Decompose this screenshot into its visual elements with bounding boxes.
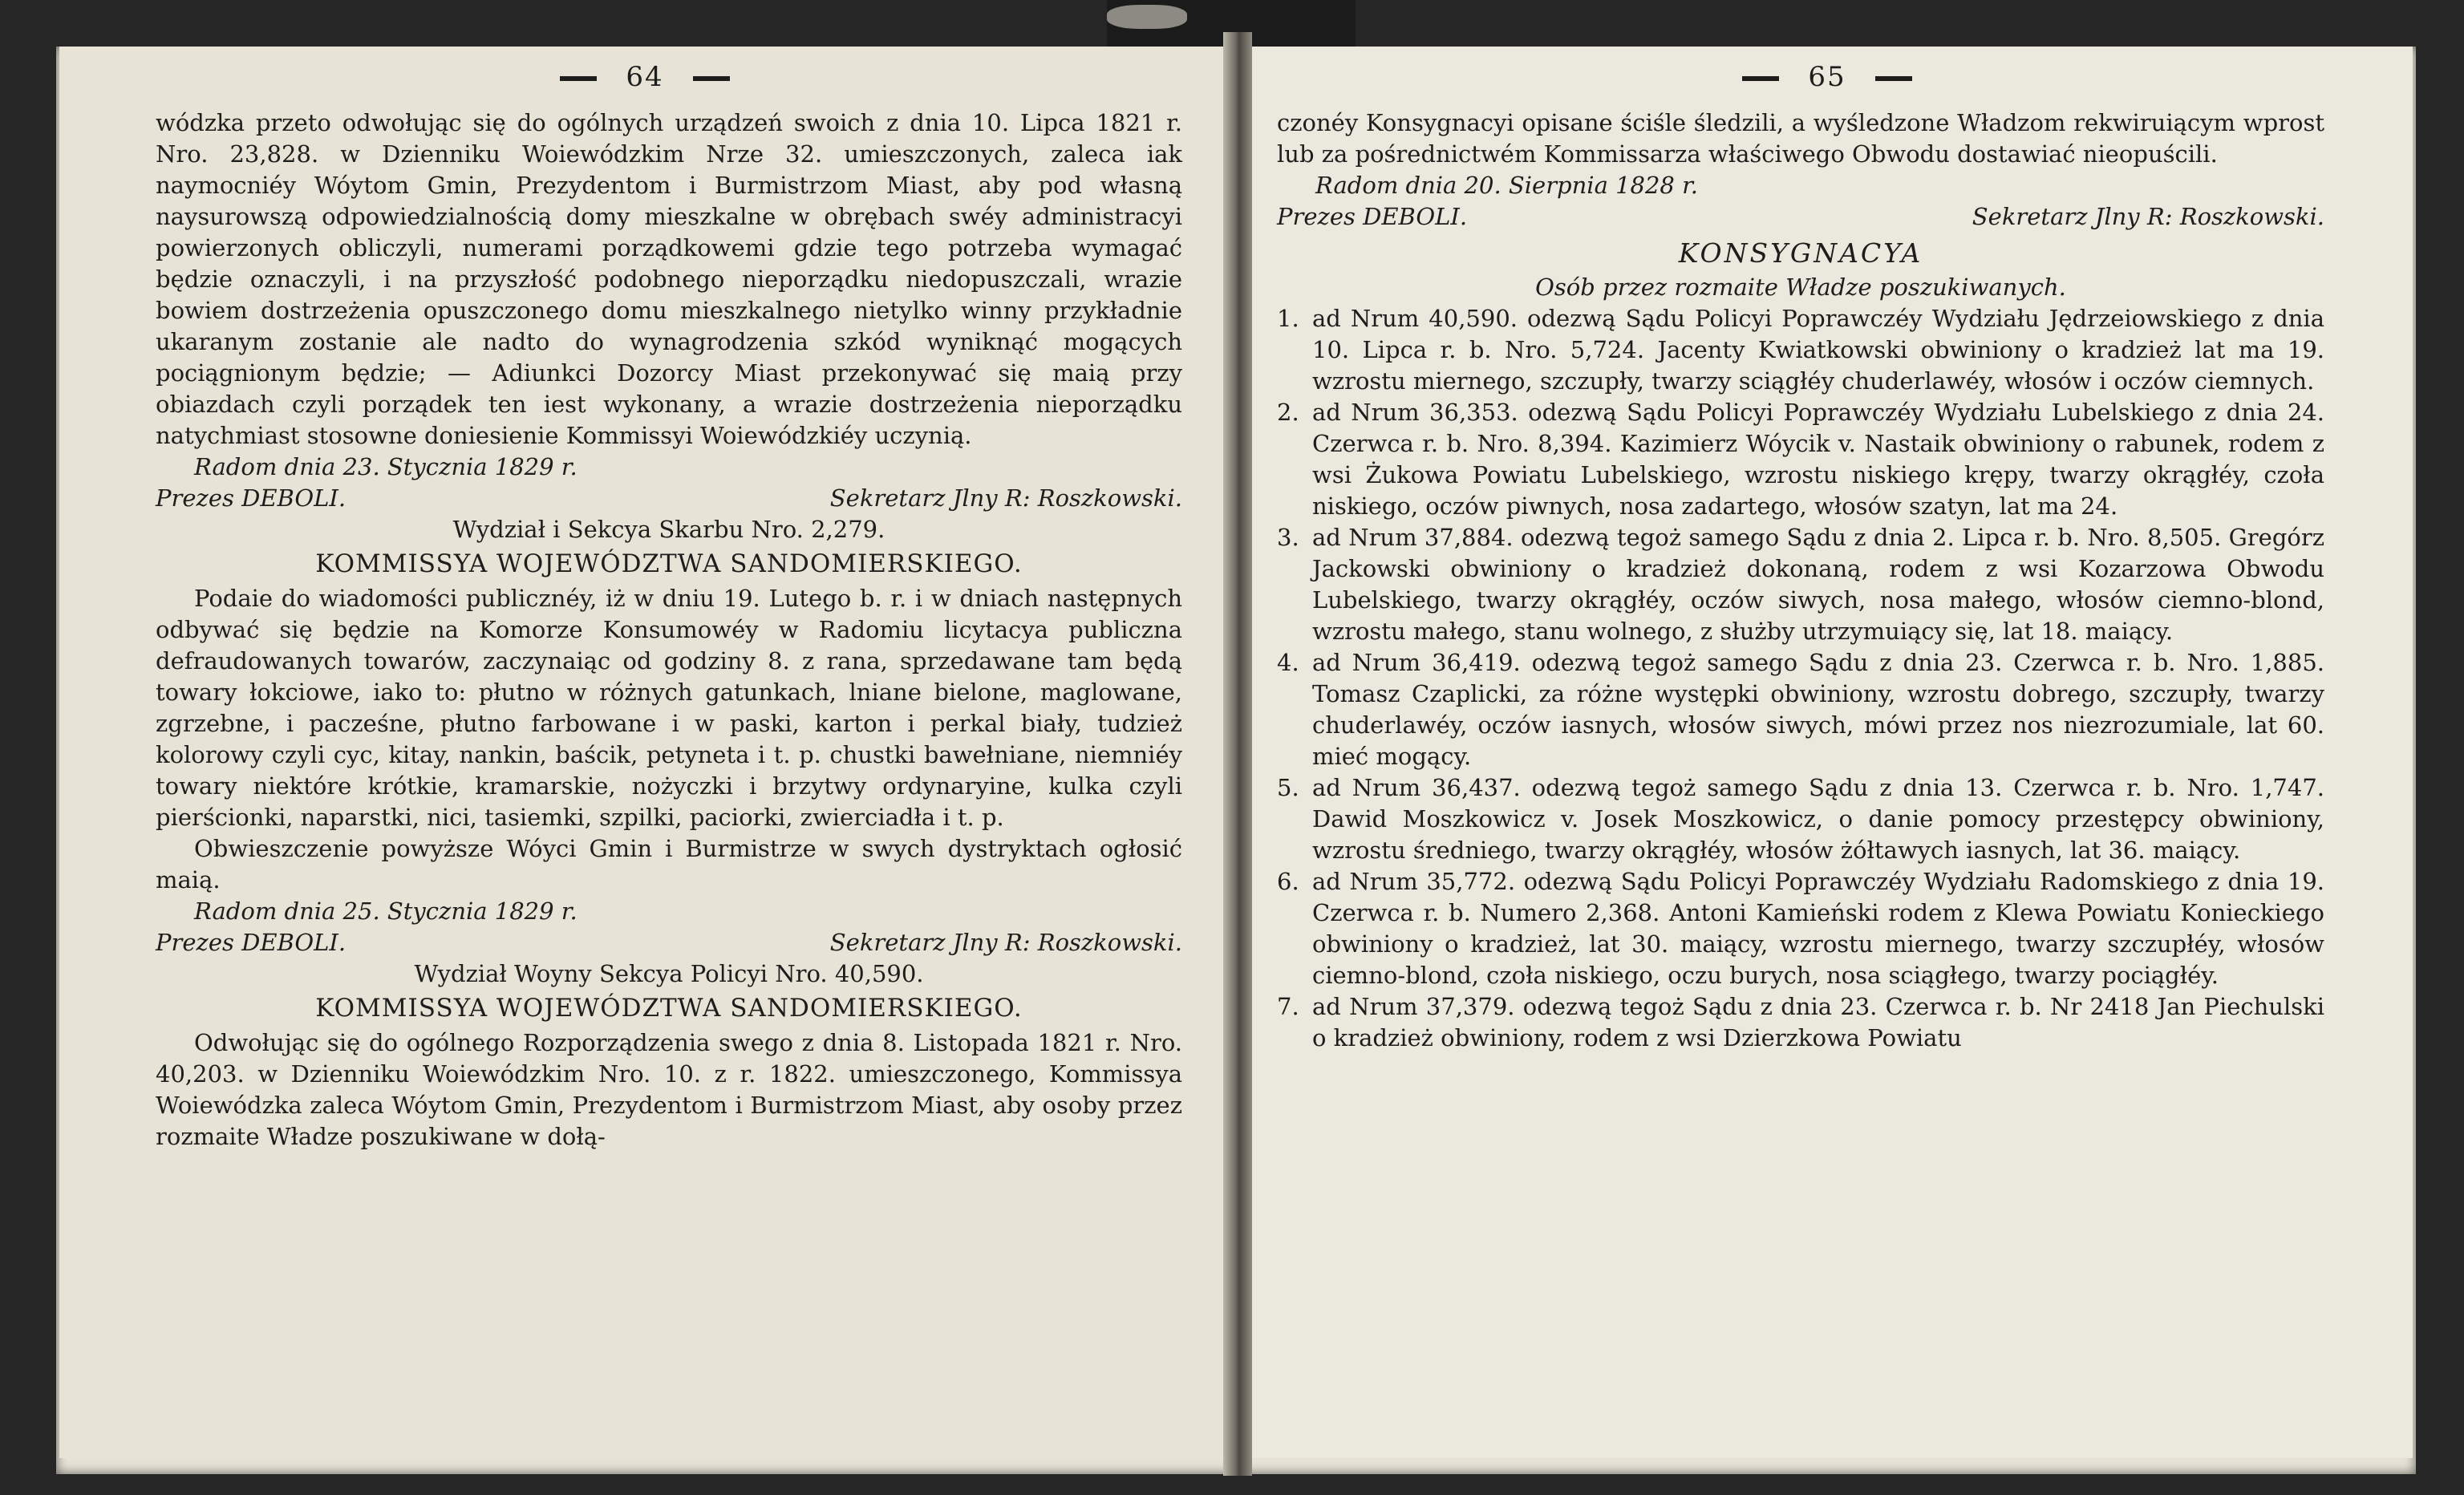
header-dash [560, 76, 597, 81]
book-gutter [1223, 32, 1252, 1476]
item-number: 7. [1277, 993, 1299, 1020]
president-signature: Prezes DEBOLI. [156, 484, 346, 512]
header-dash [1742, 76, 1779, 81]
page-number: 65 [1808, 61, 1846, 93]
secretary-signature: Sekretarz Jlny R: Roszkowski. [1972, 203, 2324, 230]
item-number: 2. [1277, 399, 1299, 426]
list-item [1277, 397, 2324, 522]
president-signature: Prezes DEBOLI. [156, 929, 346, 956]
page-header [59, 61, 1230, 93]
signature-row [156, 483, 1182, 514]
item-text: ad Nrum 36,437. odezwą tegoż samego Sądu z dnia 13. Czerwca r. b. Nro. 1,747. Dawid Moszkowicz v. Josek Moszkowicz, o danie pomocy przestępcy obwiniony, wzrostu średniego, twarzy okrągłéy, włosów żółtawych iasnych, lat 36. maiący. [1312, 774, 2324, 864]
item-text: ad Nrum 36,353. odezwą Sądu Policyi Poprawczéy Wydziału Lubelskiego z dnia 24. Czerwca r. b. Nro. 8,394. Kazimierz Wóycik v. Nastaik obwiniony o rabunek, rodem z wsi Żukowa Powiatu Lubelskiego, wzrostu niskiego krępy, twarzy okrągłéy, czoła niskiego, oczów piwnych, nosa zadartego, włosów szatyn, lat ma 24. [1312, 399, 2324, 520]
secretary-signature: Sekretarz Jlny R: Roszkowski. [829, 929, 1182, 956]
item-number: 1. [1277, 305, 1299, 332]
page-body [1277, 107, 2324, 1054]
commission-heading: KOMMISSYA WOJEWÓDZTWA SANDOMIERSKIEGO. [315, 549, 1023, 578]
left-page [59, 47, 1230, 1458]
item-text: ad Nrum 37,884. odezwą tegoż samego Sądu z dnia 2. Lipca r. b. Nro. 8,505. Gregórz Jackowski obwiniony o kradzież dokonaną, rodem z wsi Kozarzowa Obwodu Lubelskiego, twarzy okrągłéy, oczów siwych, nosa małego, włosów ciemno-blond, wzrostu małego, stanu wolnego, z służby utrzymuiący się, lat 18. maiący. [1312, 524, 2324, 645]
signature-row [1277, 201, 2324, 233]
paragraph: Odwołując się do ogólnego Rozporządzenia swego z dnia 8. Listopada 1821 r. Nro. 40,203. w Dzienniku Woiewódzkim Nro. 10. z r. 1822. umieszczonego, Kommissya Woiewódzka zaleca Wóytom Gmin, Prezydentom i Burmistrzom Miast, aby osoby przez rozmaite Władze poszukiwane w dołą- [156, 1029, 1182, 1150]
department-line: Wydział Woyny Sekcya Policyi Nro. 40,590. [414, 960, 924, 987]
konsygnacya-title: KONSYGNACYA [1678, 237, 1923, 269]
header-dash [1875, 76, 1912, 81]
president-signature: Prezes DEBOLI. [1277, 203, 1468, 230]
item-text: ad Nrum 36,419. odezwą tegoż samego Sądu z dnia 23. Czerwca r. b. Nro. 1,885. Tomasz Czaplicki, za różne występki obwiniony, wzrostu dobrego, szczupły, twarzy chuderlawéy, oczów iasnych, włosów siwych, mówi przez nos niezrozumiale, lat 60. mieć mogący. [1312, 649, 2324, 770]
paragraph: czonéy Konsygnacyi opisane ściśle śledzili, a wyśledzone Władzom rekwiruiącym wprost lub za pośrednictwém Kommissarza właściwego Obwodu dostawiać nieopuścili. [1277, 109, 2324, 168]
department-line: Wydział i Sekcya Skarbu Nro. 2,279. [452, 516, 886, 543]
item-text: ad Nrum 37,379. odezwą tegoż Sądu z dnia 23. Czerwca r. b. Nr 2418 Jan Piechulski o kradzież obwiniony, rodem z wsi Dzierzkowa Powiatu [1312, 993, 2324, 1051]
list-item [1277, 772, 2324, 866]
page-number: 64 [626, 61, 664, 93]
page-header [1242, 61, 2413, 93]
header-dash [693, 76, 730, 81]
list-item [1277, 866, 2324, 991]
item-number: 4. [1277, 649, 1299, 676]
binding-thread [1107, 5, 1187, 29]
paragraph: Podaie do wiadomości publicznéy, iż w dniu 19. Lutego b. r. i w dniach następnych odbywać się będzie na Komorze Konsumowéy w Radomiu licytacya publiczna defraudowanych towarów, zaczynaiąc od godziny 8. z rana, sprzedawane tam będą towary łokciowe, iako to: płutno w różnych gatunkach, lniane bielone, maglowane, zgrzebne, i pacześne, płutno farbowane i w paski, karton i perkal biały, tudzież kolorowy czyli cyc, kitay, nankin, baścik, petyneta i t. p. chustki bawełniane, niemniéy towary niektóre krótkie, kramarskie, nożyczki i brzytwy ordynaryine, kulka czyli pierścionki, naparstki, nici, tasiemki, szpilki, paciorki, zwierciadła i t. p. [156, 585, 1182, 831]
date-line: Radom dnia 23. Stycznia 1829 r. [194, 453, 578, 480]
list-item [1277, 647, 2324, 772]
signature-row [156, 927, 1182, 958]
date-line: Radom dnia 20. Sierpnia 1828 r. [1315, 172, 1698, 199]
secretary-signature: Sekretarz Jlny R: Roszkowski. [829, 484, 1182, 512]
list-item [1277, 522, 2324, 647]
paragraph: Obwieszczenie powyższe Wóyci Gmin i Burmistrze w swych dystryktach ogłosić maią. [156, 835, 1182, 893]
right-page [1242, 47, 2413, 1458]
date-line: Radom dnia 25. Stycznia 1829 r. [194, 897, 578, 925]
konsygnacya-subtitle: Osób przez rozmaite Władze poszukiwanych. [1535, 273, 2066, 301]
list-item [1277, 303, 2324, 397]
item-number: 5. [1277, 774, 1299, 801]
list-item [1277, 991, 2324, 1054]
item-text: ad Nrum 40,590. odezwą Sądu Policyi Poprawczéy Wydziału Jędrzeiowskiego z dnia 10. Lipca r. b. Nro. 5,724. Jacenty Kwiatkowski obwiniony o kradzież lat ma 19. wzrostu miernego, szczupły, twarzy sciągłéy chuderlawéy, włosów i oczów ciemnych. [1312, 305, 2324, 395]
item-number: 3. [1277, 524, 1299, 551]
page-body [156, 107, 1182, 1153]
item-number: 6. [1277, 868, 1299, 895]
item-text: ad Nrum 35,772. odezwą Sądu Policyi Poprawczéy Wydziału Radomskiego z dnia 19. Czerwca r. b. Numero 2,368. Antoni Kamieński rodem z Klewa Powiatu Konieckiego obwiniony o kradzież, lat 30. maiący, wzrostu miernego, twarzy szczupłéy, włosów ciemno-blond, czoła niskiego, oczu burych, nosa sciągłego, twarzy pociągłéy. [1312, 868, 2324, 989]
commission-heading: KOMMISSYA WOJEWÓDZTWA SANDOMIERSKIEGO. [315, 994, 1023, 1023]
paragraph: wódzka przeto odwołując się do ogólnych urządzeń swoich z dnia 10. Lipca 1821 r. Nro. 23,828. w Dzienniku Woiewódzkim Nrze 32. umieszczonych, zaleca iak naymocniéy Wóytom Gmin, Prezydentom i Burmistrzom Miast, aby pod własną naysurowszą odpowiedzialnością domy mieszkalne w obrębach swéy administracyi powierzonych obliczyli, numerami porządkowemi gdzie tego potrzeba wymagać będzie oznaczyli, i na przyszłość podobnego nieporządku niedopuszczali, wrazie bowiem dostrzeżenia opuszczonego domu mieszkalnego nietylko winny przykładnie ukaranym zostanie ale nadto do wynagrodzenia szkód wyniknąć mogących pociągnionym będzie; — Adiunkci Dozorcy Miast przekonywać się maią przy obiazdach czyli porządek ten iest wykonany, a wrazie dostrzeżenia nieporządku natychmiast stosowne doniesienie Kommissyi Woiewódzkiéy uczynią. [156, 109, 1182, 449]
